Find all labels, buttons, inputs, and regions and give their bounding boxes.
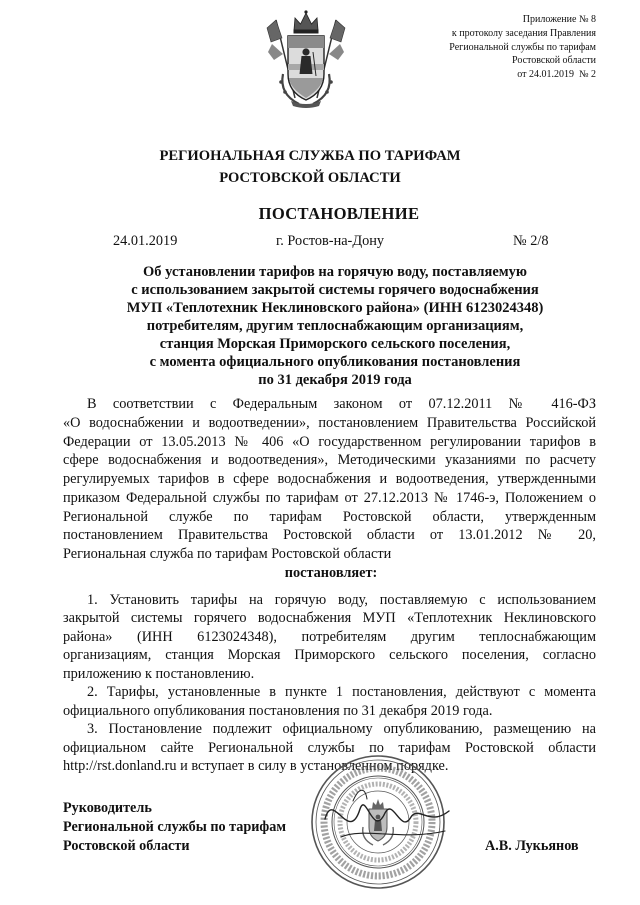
item-line: 2. Тарифы, установленные в пункте 1 постановления, действуют с момента bbox=[87, 684, 596, 701]
heading-line: МУП «Теплотехник Неклиновского района» (ИНН 6123024348) bbox=[126, 300, 544, 316]
item-line: района» (ИНН 6123024348), потребителям другим теплоснабжающим bbox=[63, 628, 596, 645]
preamble-paragraph bbox=[63, 395, 596, 564]
document-heading bbox=[68, 263, 602, 389]
heading-line: станция Морская Приморского сельского поселения, bbox=[159, 336, 511, 352]
heading-line: с момента официального опубликования постановления bbox=[149, 354, 521, 370]
organization-title-line: РЕГИОНАЛЬНАЯ СЛУЖБА ПО ТАРИФАМ bbox=[159, 148, 461, 164]
appendix-line: к протоколу заседания Правления bbox=[451, 27, 596, 39]
document-date: 24.01.2019 bbox=[113, 233, 178, 249]
official-seal-icon bbox=[303, 747, 453, 897]
seal-emblem bbox=[363, 799, 394, 845]
document-place: г. Ростов-на-Дону bbox=[276, 233, 385, 249]
signatory-name: А.В. Лукьянов bbox=[485, 838, 579, 854]
item-line: закрытой системы горячего водоснабжения МУП «Теплотехник Неклиновского bbox=[63, 610, 596, 627]
signatory-position-line: Региональной службы по тарифам bbox=[63, 818, 287, 835]
preamble-line: Региональной службе по тарифам Ростовской области, утвержденным bbox=[63, 508, 596, 525]
preamble-line: В соответствии с Федеральным законом от 07.12.2011 № 416-ФЗ bbox=[87, 396, 596, 412]
appendix-line: от 24.01.2019 № 2 bbox=[517, 69, 596, 81]
coat-of-arms-icon bbox=[266, 8, 346, 108]
appendix-line: Региональной службы по тарифам bbox=[449, 41, 596, 53]
organization-title-line: РОСТОВСКОЙ ОБЛАСТИ bbox=[219, 170, 401, 186]
preamble-line: приказом Федеральной службы по тарифам от 27.12.2013 № 1746-э, Положением о bbox=[63, 489, 596, 506]
item-line: 1. Установить тарифы на горячую воду, поставляемую с использованием bbox=[87, 592, 596, 608]
item-line: http://rst.donland.ru и вступает в силу в установленном порядке. bbox=[63, 758, 449, 775]
heading-line: потребителям, другим теплоснабжающим организациям, bbox=[146, 318, 524, 334]
item-line: приложению к постановлению. bbox=[63, 665, 255, 682]
organization-title bbox=[100, 145, 520, 189]
preamble-line: Региональная служба по тарифам Ростовской области bbox=[63, 546, 392, 562]
preamble-line: Федерации от 13.05.2013 № 406 «О государственном регулировании тарифов в bbox=[63, 433, 596, 450]
appendix-note bbox=[449, 13, 596, 82]
heading-line: с использованием закрытой системы горячего водоснабжения bbox=[131, 282, 539, 298]
item-line: 3. Постановление подлежит официальному опубликованию, размещению на bbox=[87, 721, 596, 738]
item-line: официальном сайте Региональной службы по тарифам Ростовской области bbox=[63, 739, 596, 756]
shield bbox=[288, 36, 324, 100]
resolves-heading: постановляет: bbox=[284, 565, 378, 581]
item-line: официального опубликования постановления по 31 декабря 2019 года. bbox=[63, 702, 493, 719]
item-line: организациям, станция Морская Приморского сельского поселения, согласно bbox=[63, 647, 596, 664]
resolution-item-1 bbox=[63, 591, 596, 683]
preamble-line: сфере водоснабжения и водоотведения», Методическими указаниями по расчету bbox=[63, 452, 596, 469]
preamble-line: регулируемых тарифов в сфере водоснабжения и водоотведения, утвержденными bbox=[63, 471, 596, 487]
preamble-line: постановлением Правительства Ростовской области от 13.01.2012 № 20, bbox=[63, 527, 596, 544]
appendix-line: Ростовской области bbox=[512, 55, 596, 67]
appendix-line: Приложение № 8 bbox=[522, 14, 596, 25]
signatory-position bbox=[63, 799, 286, 855]
signatory-position-line: Ростовской области bbox=[63, 837, 190, 854]
crown bbox=[294, 10, 319, 33]
heading-line: Об установлении тарифов на горячую воду, поставляемую bbox=[143, 264, 527, 280]
document-number: № 2/8 bbox=[513, 233, 549, 249]
preamble-line: «О водоснабжении и водоотведении», постановлением Правительства Российской bbox=[63, 414, 596, 431]
document-type: ПОСТАНОВЛЕНИЕ bbox=[258, 204, 420, 223]
signatory-position-line: Руководитель bbox=[63, 800, 152, 816]
resolution-item-2 bbox=[63, 683, 596, 720]
heading-line: по 31 декабря 2019 года bbox=[258, 372, 412, 388]
